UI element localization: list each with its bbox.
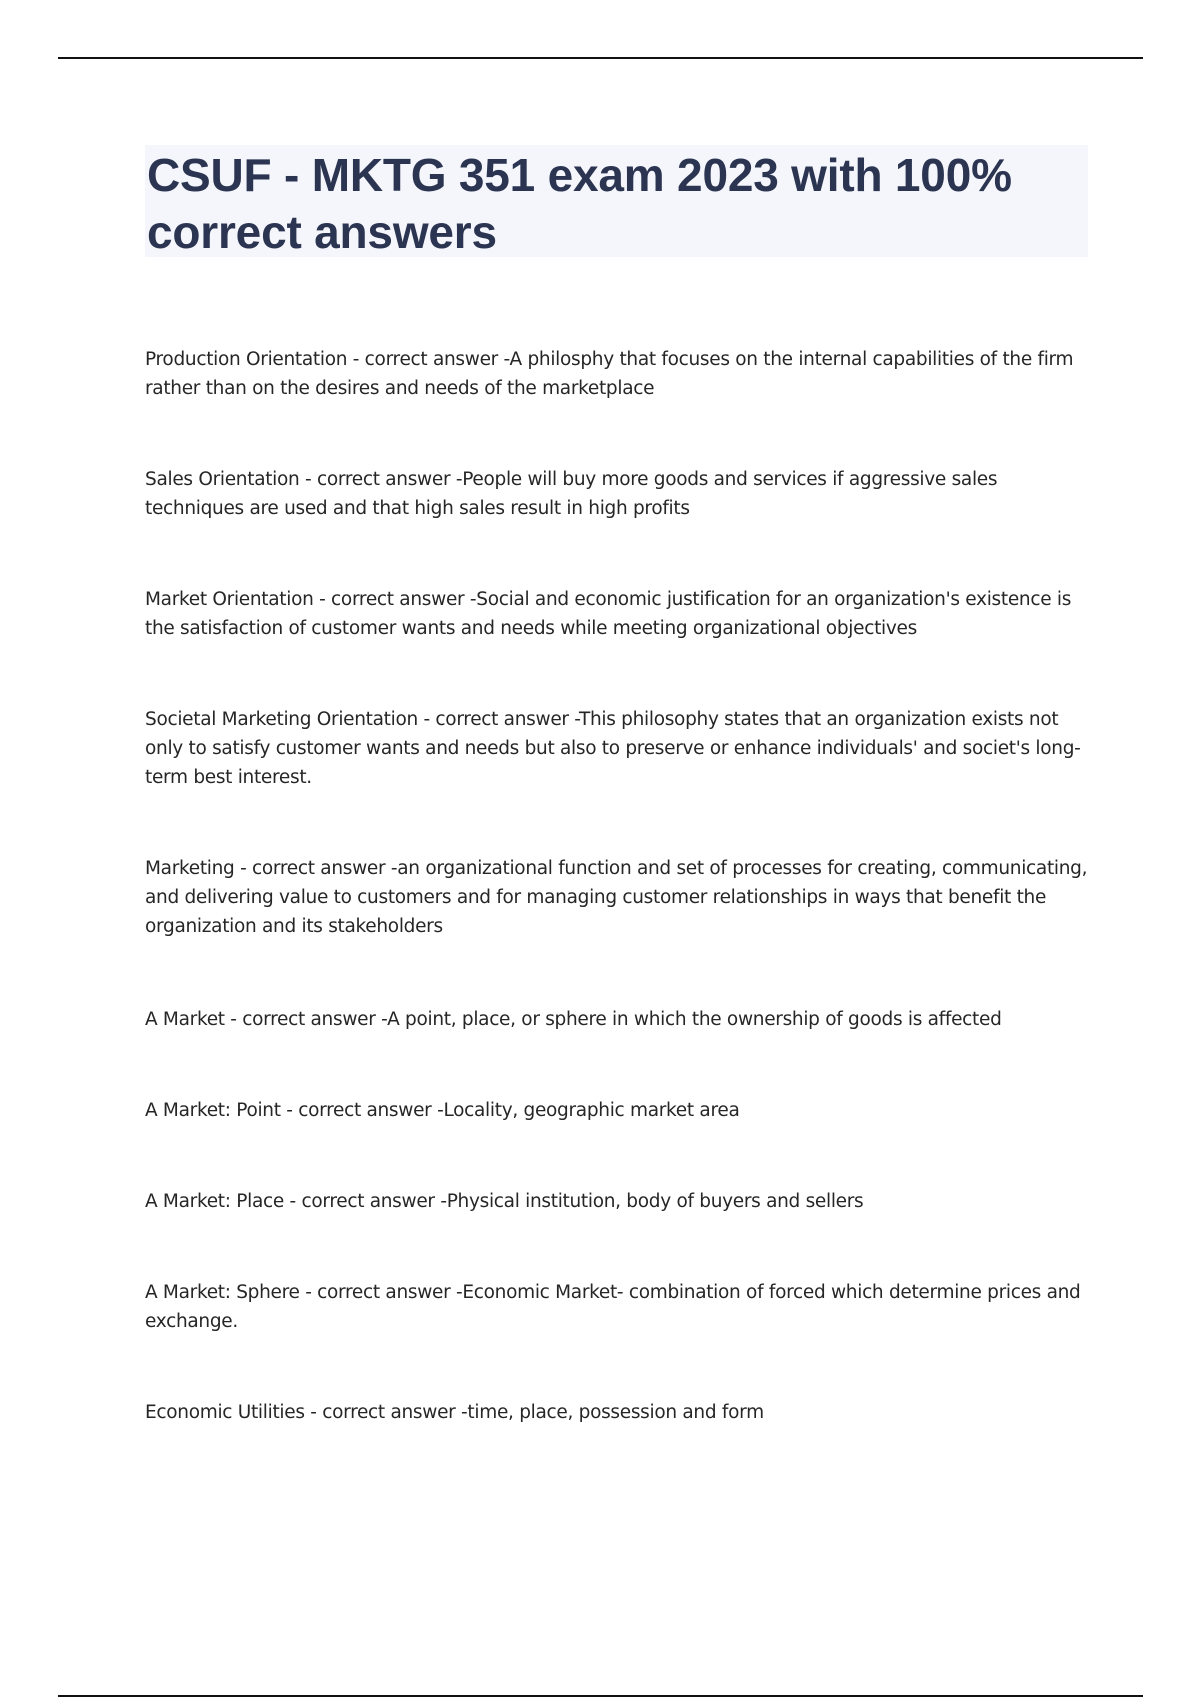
qa-entry: Marketing - correct answer -an organizational function and set of processes for creating, communicating, and delivering value to customers and for managing customer relationships in ways that benefit the organization and its stakeholders xyxy=(145,858,1088,937)
qa-entry: A Market: Point - correct answer -Locality, geographic market area xyxy=(145,1100,740,1121)
qa-entry: A Market: Place - correct answer -Physical institution, body of buyers and sellers xyxy=(145,1191,864,1212)
qa-entry: Societal Marketing Orientation - correct answer -This philosophy states that an organization exists not only to satisfy customer wants and needs but also to preserve or enhance individuals' and societ's long-term best interest. xyxy=(145,709,1081,788)
qa-entry: Market Orientation - correct answer -Social and economic justification for an organization's existence is the satisfaction of customer wants and needs while meeting organizational objectives xyxy=(145,589,1072,639)
qa-entry: A Market: Sphere - correct answer -Economic Market- combination of forced which determine prices and exchange. xyxy=(145,1282,1081,1332)
title-block xyxy=(145,145,1088,257)
qa-entry: A Market - correct answer -A point, place, or sphere in which the ownership of goods is affected xyxy=(145,1009,1002,1030)
bottom-rule xyxy=(58,1695,1143,1697)
document-title: CSUF - MKTG 351 exam 2023 with 100% correct answers xyxy=(147,149,1012,258)
top-rule xyxy=(58,57,1143,59)
qa-entry: Economic Utilities - correct answer -time, place, possession and form xyxy=(145,1402,764,1423)
qa-entry: Sales Orientation - correct answer -People will buy more goods and services if aggressive sales techniques are used and that high sales result in high profits xyxy=(145,469,998,519)
qa-entry: Production Orientation - correct answer -A philosphy that focuses on the internal capabilities of the firm rather than on the desires and needs of the marketplace xyxy=(145,349,1074,399)
